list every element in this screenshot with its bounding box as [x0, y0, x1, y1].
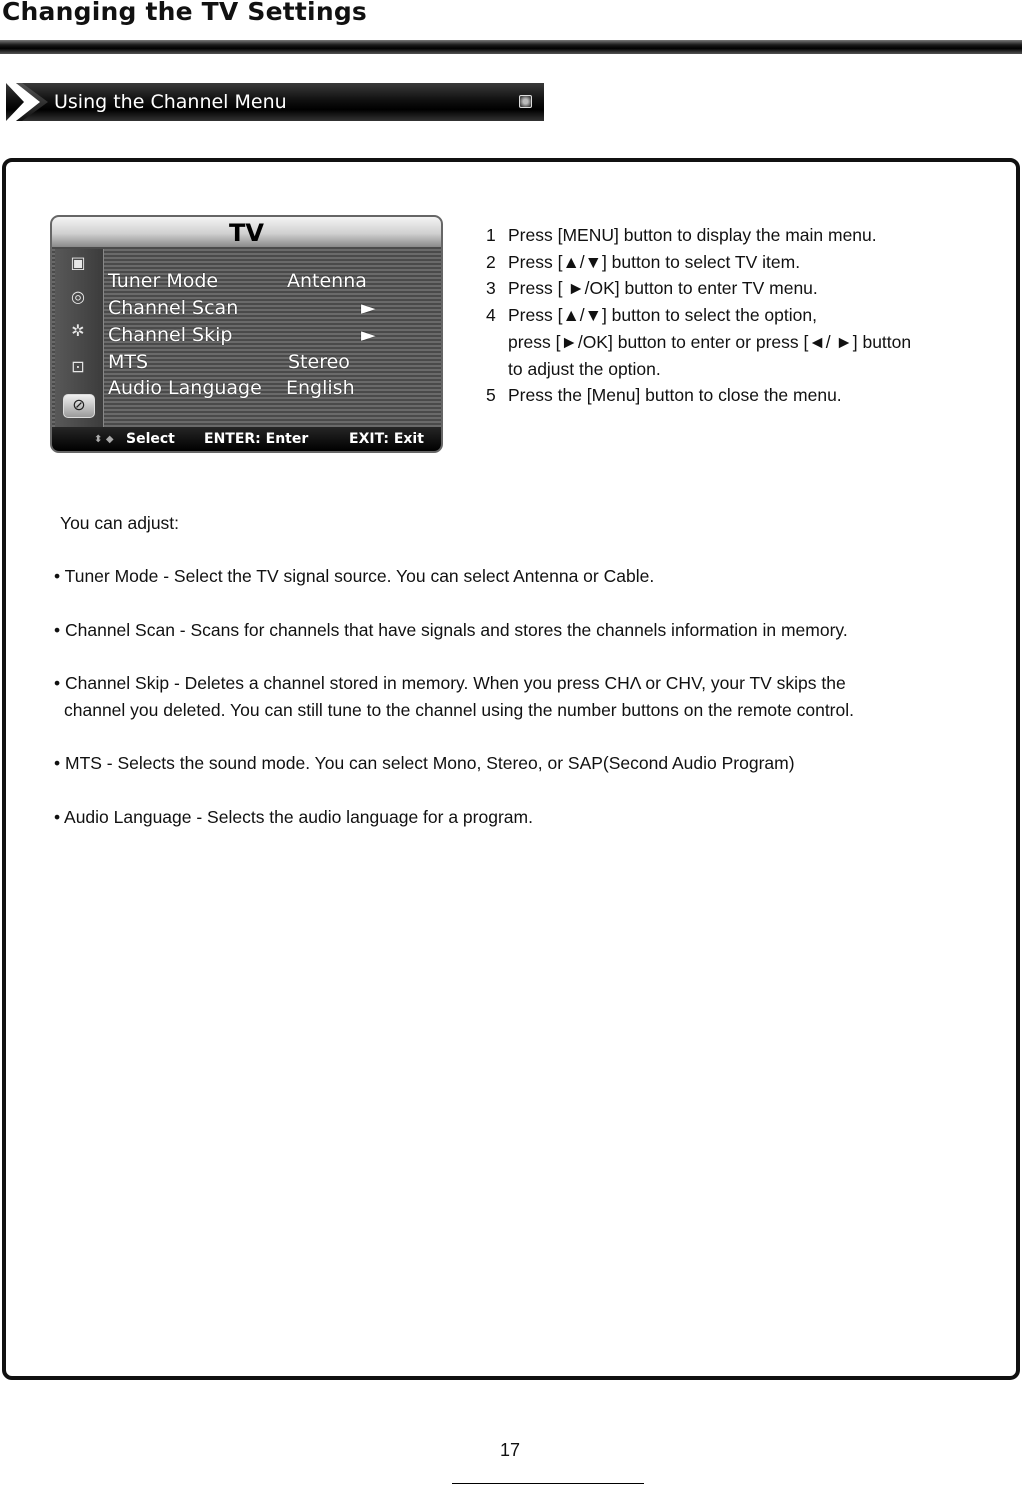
- tv-menu-title: TV: [52, 217, 441, 247]
- page-number: 17: [500, 1440, 521, 1460]
- step-text: Press [▲/▼] button to select TV item.: [508, 251, 801, 272]
- updown-nav-icon: ⬍ ◆: [94, 434, 114, 445]
- setup-icon: ✲: [71, 323, 85, 340]
- tv-menu-sidebar: [55, 249, 104, 429]
- section-header-bar: [6, 83, 544, 121]
- step-text: Press [ ►/OK] button to enter TV menu.: [508, 278, 818, 299]
- tv-menu-arrow-channel-skip: ►: [361, 324, 376, 346]
- desc-item-mts: • MTS - Selects the sound mode. You can select Mono, Stereo, or SAP(Second Audio Program): [54, 753, 795, 773]
- square-bullet-icon: [519, 95, 532, 108]
- tv-menu-screenshot: [50, 215, 443, 453]
- tv-menu-item-audio-language: Audio Language: [108, 377, 262, 399]
- step-text: Press [MENU] button to display the main menu.: [508, 225, 877, 245]
- desc-item-audio-language: • Audio Language - Selects the audio language for a program.: [54, 807, 533, 827]
- page-title: Changing the TV Settings: [2, 0, 367, 26]
- title-rule: [0, 40, 1022, 54]
- section-title: Using the Channel Menu: [54, 91, 287, 113]
- desc-item-channel-skip: • Channel Skip - Deletes a channel stored in memory. When you press CHΛ or CHV, your TV skips the: [54, 673, 846, 693]
- step-text: Press [▲/▼] button to select the option, press [►/OK] button to enter or press [◄/ ►] button to adjust the option.: [508, 305, 912, 379]
- tv-menu-item-tuner-mode: Tuner Mode: [108, 270, 219, 292]
- tv-menu-arrow-channel-scan: ►: [361, 297, 376, 319]
- tv-menu-footer: [52, 427, 441, 451]
- tv-footer-exit: EXIT: Exit: [349, 431, 424, 447]
- desc-item-channel-skip-cont: channel you deleted. You can still tune to the channel using the number buttons on the remote control.: [64, 700, 854, 720]
- adjust-intro: You can adjust:: [60, 513, 180, 533]
- tv-menu-value-tuner-mode: Antenna: [287, 270, 367, 292]
- footer-rule: [452, 1483, 644, 1484]
- step-text: Press the [Menu] button to close the menu.: [508, 385, 842, 406]
- step-number: 2: [486, 251, 496, 272]
- step-number: 5: [486, 385, 496, 406]
- desc-item-tuner-mode: • Tuner Mode - Select the TV signal source. You can select Antenna or Cable.: [54, 566, 655, 586]
- lock-icon: ⊡: [71, 359, 85, 376]
- step-number: 1: [486, 225, 496, 245]
- tv-menu-item-mts: MTS: [108, 351, 149, 373]
- sound-icon: ◎: [71, 289, 85, 306]
- step-number: 3: [486, 278, 496, 299]
- picture-icon: ▣: [70, 255, 86, 272]
- tv-menu-item-channel-skip: Channel Skip: [108, 324, 233, 346]
- tv-menu-value-mts: Stereo: [288, 351, 350, 373]
- desc-item-channel-scan: • Channel Scan - Scans for channels that have signals and stores the channels information in memory.: [54, 620, 848, 640]
- tv-icon: ⊘: [63, 394, 95, 418]
- tv-footer-select: Select: [126, 431, 175, 447]
- tv-menu-item-channel-scan: Channel Scan: [108, 297, 239, 319]
- tv-menu-value-audio-language: English: [286, 377, 355, 399]
- step-number: 4: [486, 305, 496, 326]
- tv-footer-enter: ENTER: Enter: [204, 431, 309, 447]
